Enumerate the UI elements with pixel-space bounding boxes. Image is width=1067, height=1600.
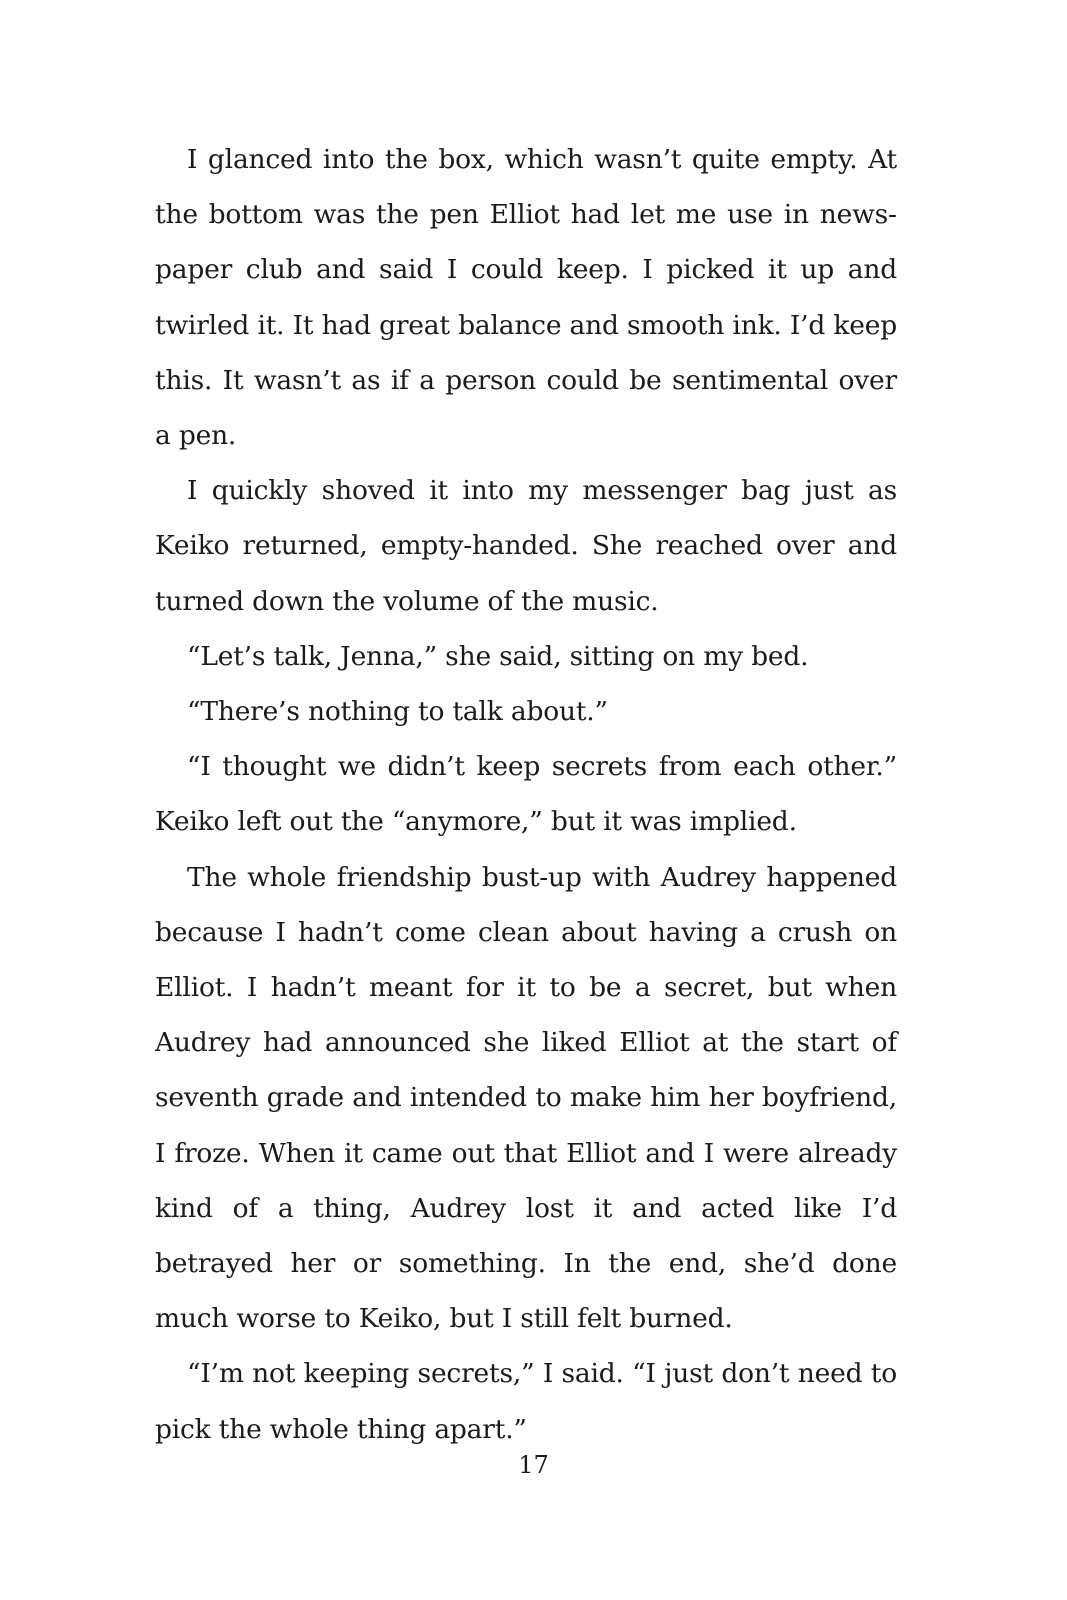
paragraph-5: “I thought we didn’t keep secrets from each other.” Keiko left out the “anymore,” but it was implied. [155, 751, 897, 838]
paragraph-1: I glanced into the box, which wasn’t quite empty. At the bottom was the pen Elliot had let me use in newspaper club and said I could keep. I picked it up and twirled it. It had great balance and smooth ink. I’d keep this. It wasn’t as if a person could be sentimental over a pen. [155, 144, 897, 452]
paragraph-2: I quickly shoved it into my messenger bag just as Keiko returned, empty-handed. She reached over and turned down the volume of the music. [155, 475, 897, 617]
paragraph-6: The whole friendship bust-up with Audrey happened because I hadn’t come clean about having a crush on Elliot. I hadn’t meant for it to be a secret, but when Audrey had announced she liked Elliot at the start of seventh grade and intended to make him her boyfriend, I froze. When it came out that Elliot and I were already kind of a thing, Audrey lost it and acted like I’d betrayed her or something. In the end, she’d done much worse to Keiko, but I still felt burned. [155, 861, 897, 1335]
paragraph-3: “Let’s talk, Jenna,” she said, sitting on my bed. [187, 640, 809, 672]
paragraph-7: “I’m not keeping secrets,” I said. “I just don’t need to pick the whole thing apart.” [155, 1358, 897, 1445]
page-number: 17 [518, 1451, 549, 1479]
body-text [155, 132, 897, 1457]
paragraph-4: “There’s nothing to talk about.” [187, 696, 608, 728]
